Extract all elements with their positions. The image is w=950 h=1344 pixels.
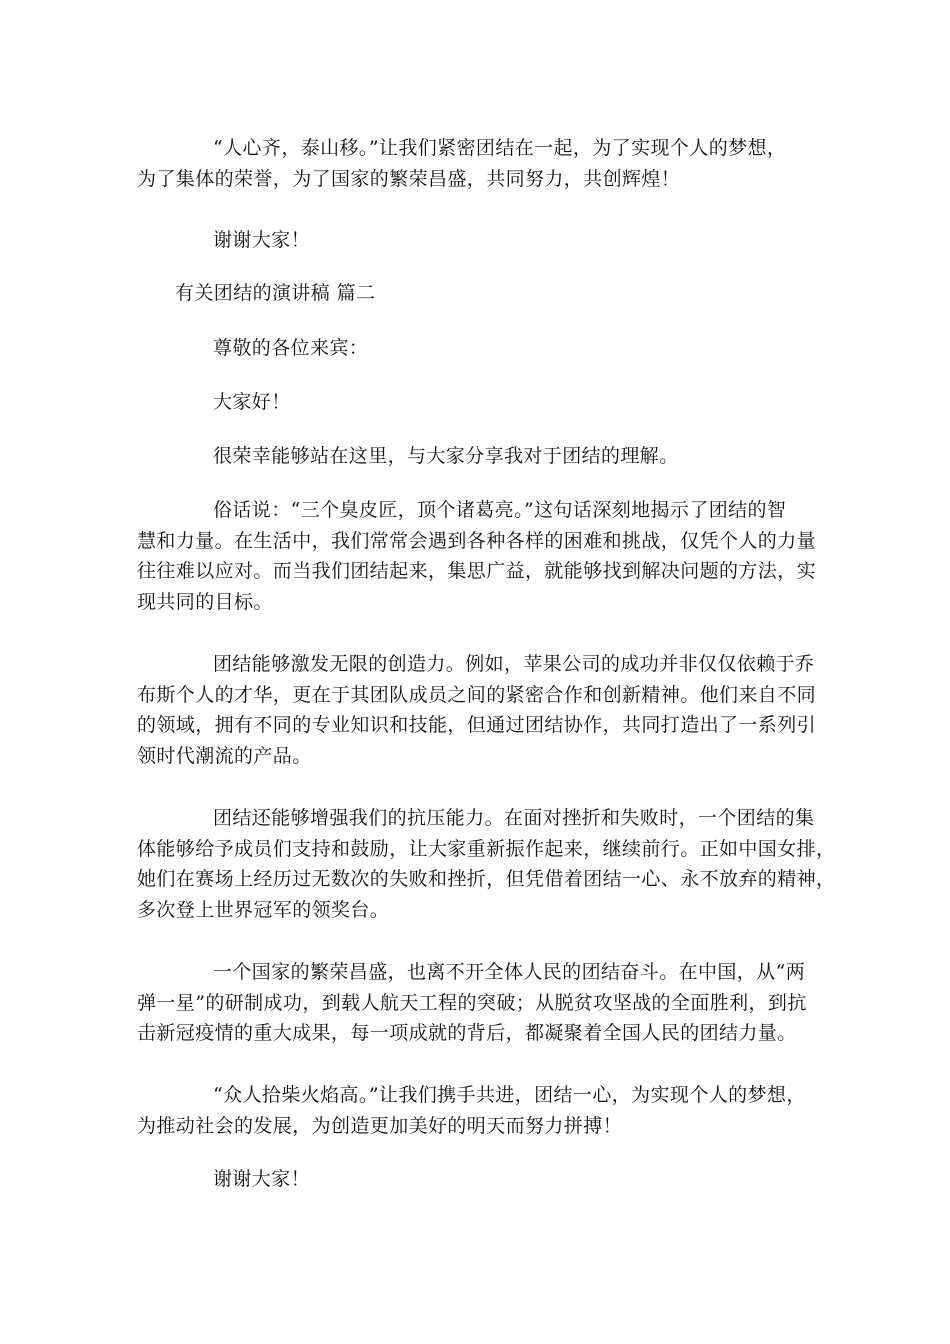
text-line: 体能够给予成员们支持和鼓励，让大家重新振作起来，继续前行。正如中国女排， xyxy=(137,837,836,860)
paragraph-nation xyxy=(137,957,837,1049)
text-line: 布斯个人的才华，更在于其团队成员之间的紧密合作和创新精神。他们来自不同 xyxy=(137,683,817,706)
paragraph-resilience xyxy=(137,803,837,925)
paragraph-proverb xyxy=(137,495,837,617)
text-line: 谢谢大家！ xyxy=(213,229,311,251)
text-line: 尊敬的各位来宾： xyxy=(213,337,369,359)
section-heading xyxy=(175,278,875,309)
text-line: 领时代潮流的产品。 xyxy=(137,744,312,767)
text-line: 谢谢大家！ xyxy=(213,1168,311,1190)
text-line: 团结能够激发无限的创造力。例如，苹果公司的成功并非仅仅依赖于乔 xyxy=(213,653,815,675)
paragraph-salutation xyxy=(137,333,837,364)
text-line: 一个国家的繁荣昌盛，也离不开全体人民的团结奋斗。在中国，从“两 xyxy=(213,961,806,983)
text-line: 为推动社会的发展，为创造更加美好的明天而努力拼搏！ xyxy=(137,1114,623,1137)
text-line: 慧和力量。在生活中，我们常常会遇到各种各样的困难和挑战，仅凭个人的力量 xyxy=(137,529,817,552)
paragraph-thanks xyxy=(137,225,837,256)
text-line: 她们在赛场上经历过无数次的失败和挫折，但凭借着团结一心、永不放弃的精神， xyxy=(137,868,836,890)
paragraph-final-quote xyxy=(137,1080,837,1141)
paragraph-greeting xyxy=(137,387,837,418)
text-line: 多次登上世界冠军的领奖台。 xyxy=(137,898,390,921)
text-line: “人心齐，泰山移。”让我们紧密团结在一起，为了实现个人的梦想， xyxy=(213,137,787,159)
paragraph-thanks-final xyxy=(137,1164,837,1195)
text-line: 的领域，拥有不同的专业知识和技能，但通过团结协作，共同打造出了一系列引 xyxy=(137,714,817,736)
text-line: 俗话说：“三个臭皮匠，顶个诸葛亮。”这句话深刻地揭示了团结的智 xyxy=(213,499,787,521)
text-line: 很荣幸能够站在这里，与大家分享我对于团结的理解。 xyxy=(213,445,679,467)
text-line: 大家好！ xyxy=(213,391,291,413)
heading-text: 有关团结的演讲稿 篇二 xyxy=(175,282,376,304)
text-line: 现共同的目标。 xyxy=(137,590,273,613)
text-line: 弹一星”的研制成功，到载人航天工程的突破；从脱贫攻坚战的全面胜利，到抗 xyxy=(137,991,807,1014)
paragraph-closing-quote xyxy=(137,133,837,194)
paragraph-creativity xyxy=(137,649,837,771)
text-line: 为了集体的荣誉，为了国家的繁荣昌盛，共同努力，共创辉煌！ xyxy=(137,167,681,190)
text-line: 往往难以应对。而当我们团结起来，集思广益，就能够找到解决问题的方法，实 xyxy=(137,560,817,582)
paragraph-intro xyxy=(137,441,837,472)
text-line: 击新冠疫情的重大成果，每一项成就的背后，都凝聚着全国人民的团结力量。 xyxy=(137,1022,797,1044)
text-line: “众人拾柴火焰高。”让我们携手共进，团结一心，为实现个人的梦想， xyxy=(213,1084,806,1106)
text-line: 团结还能够增强我们的抗压能力。在面对挫折和失败时，一个团结的集 xyxy=(213,807,815,829)
